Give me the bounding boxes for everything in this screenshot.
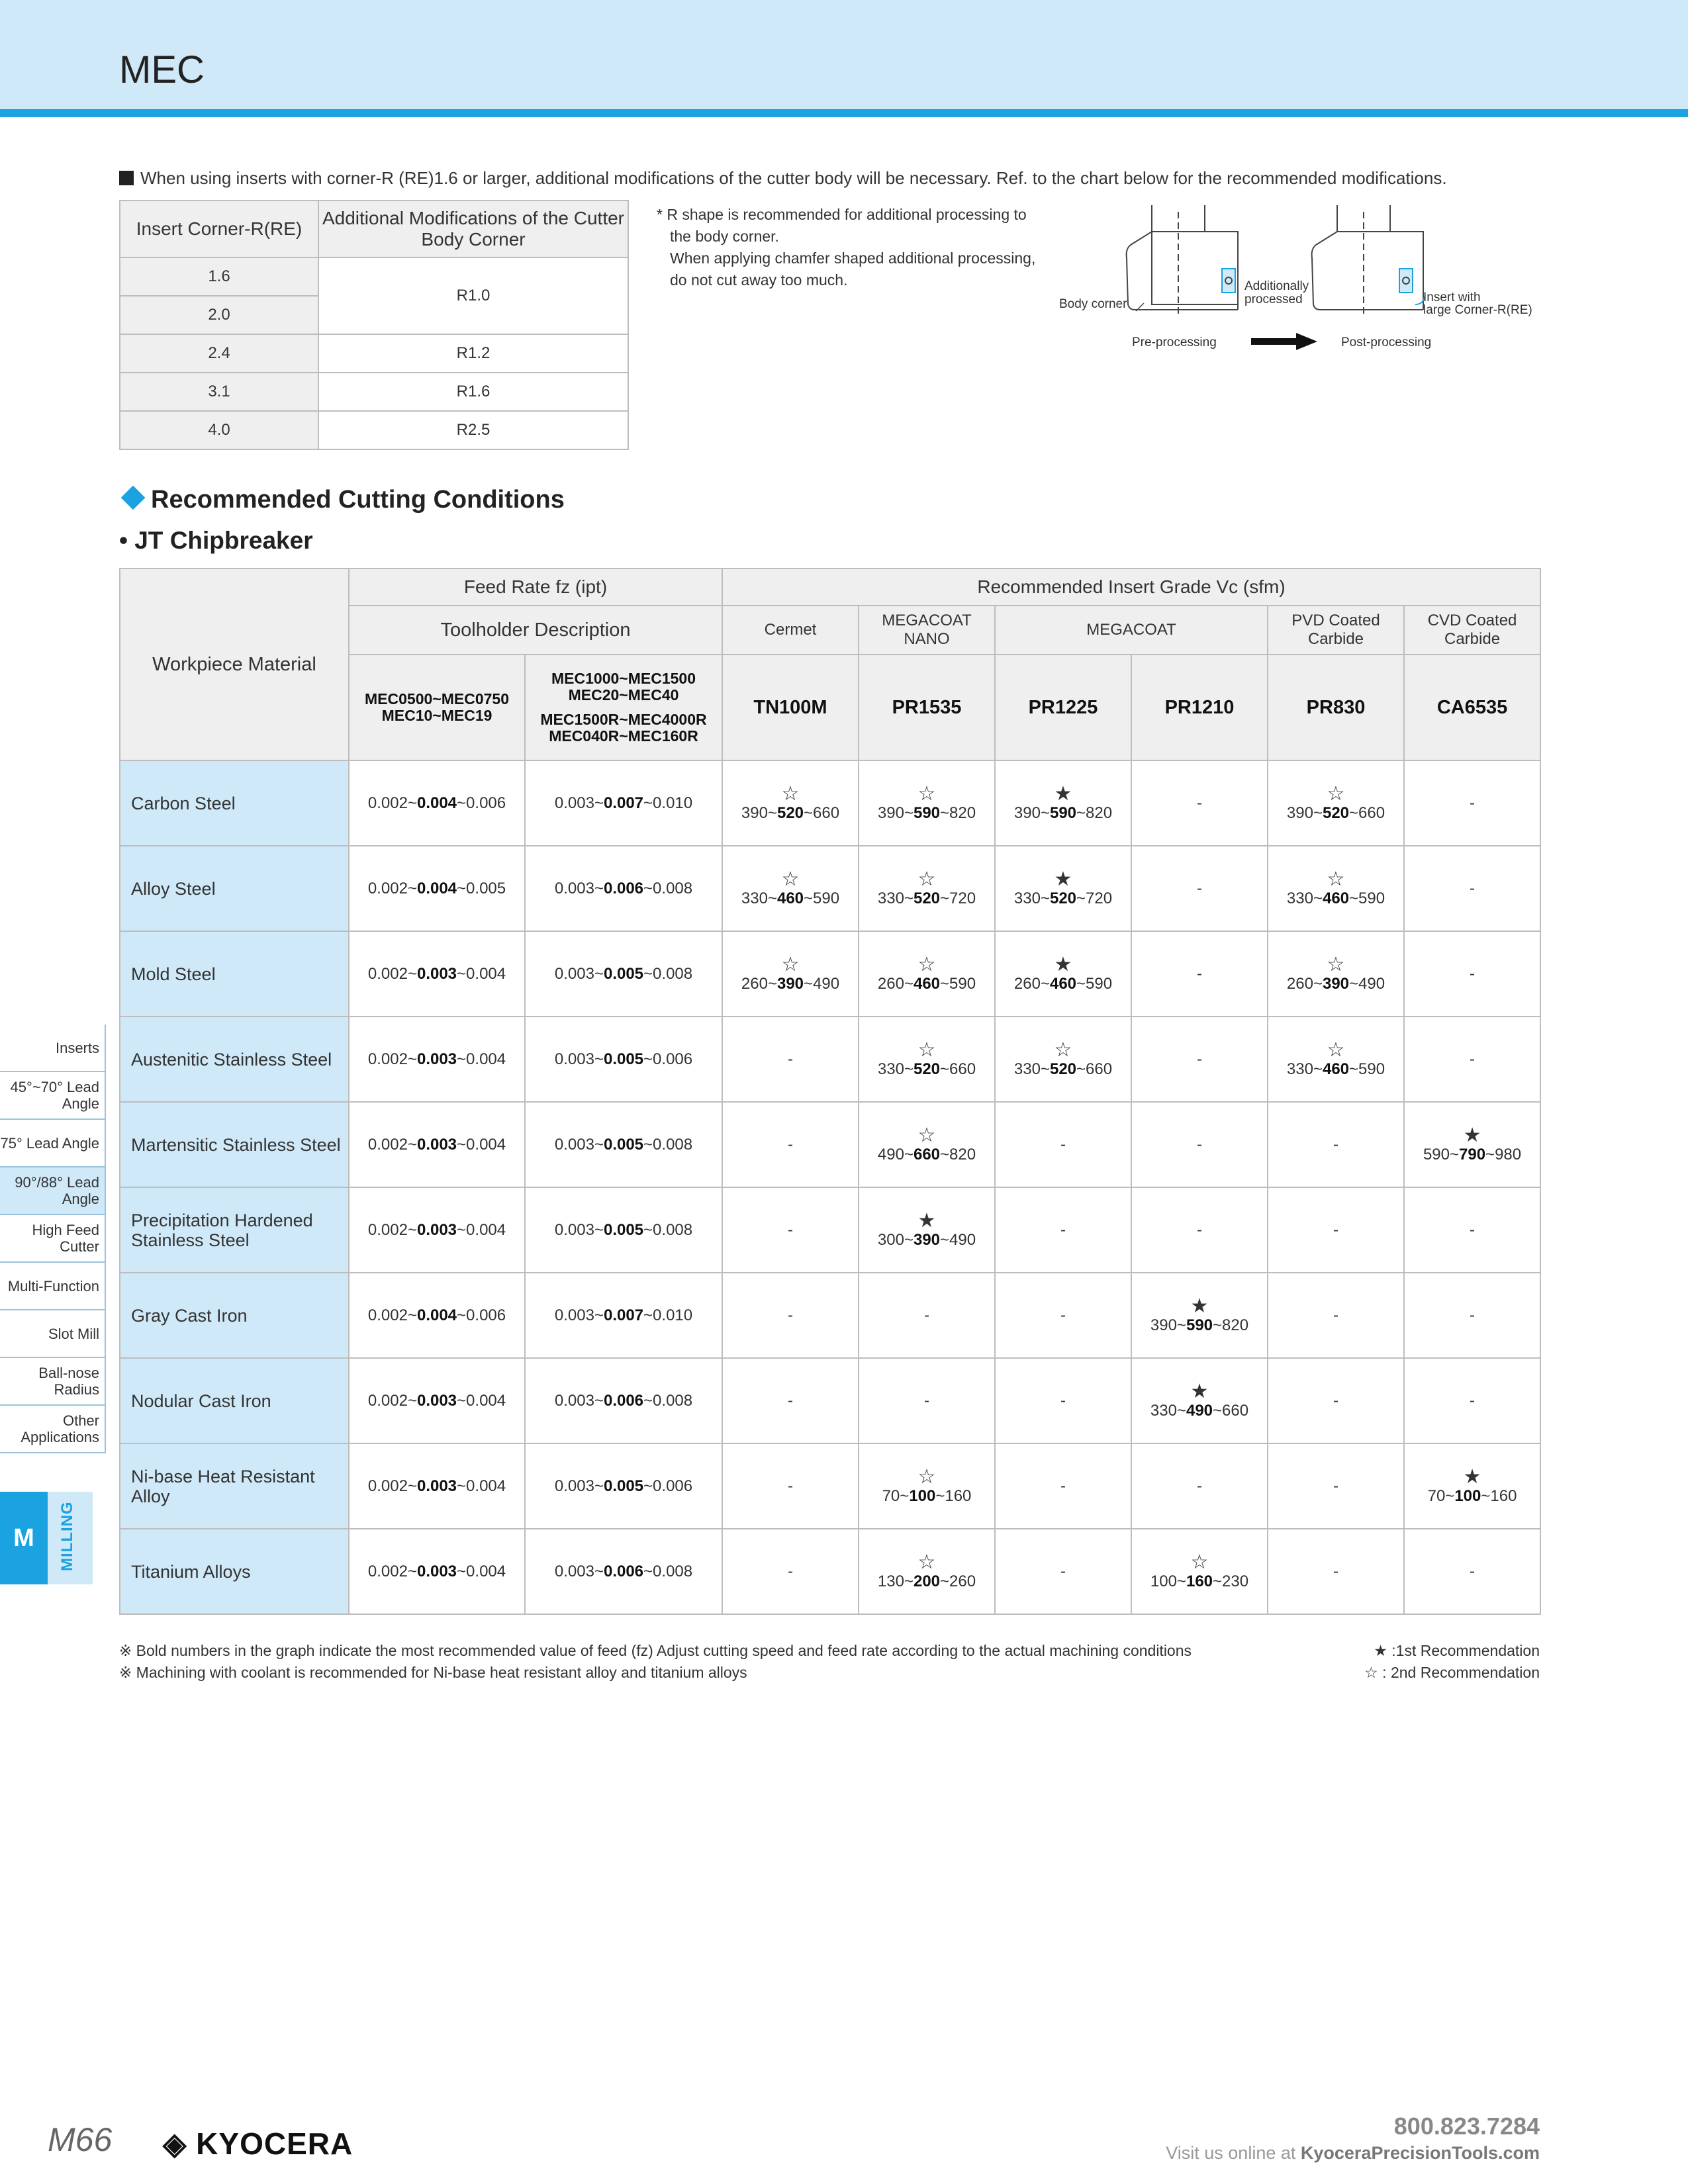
- empty-dash: -: [1060, 1135, 1066, 1154]
- label-large-corner: large Corner-R(RE): [1423, 303, 1532, 317]
- table-row: [120, 1273, 1540, 1358]
- grade-speed-cell: ☆ 330~520~720: [859, 846, 995, 931]
- empty-dash: -: [1060, 1562, 1066, 1580]
- grade-speed-cell: [1404, 1187, 1540, 1273]
- grade-speed-cell: [1131, 1102, 1268, 1187]
- grade-speed-cell: ★ 390~590~820: [1131, 1273, 1268, 1358]
- grade-speed-cell: ★ 300~390~490: [859, 1187, 995, 1273]
- feed-rate-cell: 0.002~0.003~0.004: [349, 1358, 525, 1443]
- empty-dash: -: [788, 1050, 793, 1068]
- grade-speed-cell: ☆ 100~160~230: [1131, 1529, 1268, 1614]
- table-row: [120, 760, 1540, 846]
- empty-dash: -: [1470, 1306, 1476, 1324]
- workpiece-material: Nodular Cast Iron: [120, 1358, 349, 1443]
- header-rule: [0, 109, 1688, 117]
- empty-dash: -: [1470, 1391, 1476, 1410]
- table-row: [120, 1187, 1540, 1273]
- star-outline-icon: ☆: [917, 1038, 936, 1061]
- pre-processing-cutter-icon: [1127, 205, 1238, 318]
- empty-dash: -: [788, 1220, 793, 1239]
- star-outline-icon: ☆: [917, 1551, 936, 1573]
- feed-rate-cell: 0.002~0.003~0.004: [349, 1017, 525, 1102]
- star-outline-icon: ☆: [781, 868, 800, 890]
- empty-dash: -: [1333, 1391, 1338, 1410]
- grade-speed-cell: [1404, 1358, 1540, 1443]
- website-line: Visit us online at KyoceraPrecisionTools.com: [1166, 2143, 1540, 2163]
- empty-dash: -: [788, 1135, 793, 1154]
- star-filled-icon: ★: [1054, 868, 1072, 890]
- empty-dash: -: [1197, 1220, 1202, 1239]
- empty-dash: -: [1333, 1562, 1338, 1580]
- grade-speed-cell: ★ 70~100~160: [1404, 1443, 1540, 1529]
- side-index-item[interactable]: Inserts: [0, 1024, 106, 1072]
- header-band: [0, 0, 1688, 109]
- empty-dash: -: [788, 1562, 793, 1580]
- grade-speed-cell: [1268, 1358, 1404, 1443]
- empty-dash: -: [1197, 1050, 1202, 1068]
- page-number: M66: [48, 2121, 113, 2158]
- grade-speed-cell: [995, 1358, 1131, 1443]
- grade-speed-cell: ☆ 70~100~160: [859, 1443, 995, 1529]
- table-row: [120, 1102, 1540, 1187]
- empty-dash: -: [1060, 1220, 1066, 1239]
- grade-speed-cell: ★ 260~460~590: [995, 931, 1131, 1017]
- star-filled-icon: ★: [1190, 1295, 1209, 1317]
- section-tab-milling[interactable]: MILLING: [48, 1492, 93, 1584]
- grade-speed-cell: [722, 1102, 859, 1187]
- section-heading: Recommended Cutting Conditions: [119, 486, 565, 514]
- grade-speed-cell: [1131, 1017, 1268, 1102]
- feed-rate-cell: 0.003~0.006~0.008: [525, 1529, 722, 1614]
- empty-dash: -: [1470, 879, 1476, 897]
- empty-dash: -: [788, 1391, 793, 1410]
- col-header-megacoat: MEGACOAT: [995, 606, 1268, 655]
- col-header-cvd: CVD Coated Carbide: [1404, 606, 1540, 655]
- star-outline-icon: ☆: [1190, 1551, 1209, 1573]
- feed-rate-cell: 0.002~0.004~0.006: [349, 760, 525, 846]
- workpiece-material: Carbon Steel: [120, 760, 349, 846]
- grade-header: PR1210: [1131, 655, 1268, 760]
- star-outline-icon: ☆: [917, 1124, 936, 1146]
- grade-speed-cell: [995, 1529, 1131, 1614]
- processing-diagram: [1053, 205, 1549, 357]
- grade-speed-cell: [859, 1273, 995, 1358]
- star-outline-icon: ☆: [1327, 1038, 1345, 1061]
- modification-table: [119, 200, 629, 450]
- col-header-grade: Recommended Insert Grade Vc (sfm): [722, 569, 1540, 606]
- grade-speed-cell: ☆ 330~520~660: [859, 1017, 995, 1102]
- grade-speed-cell: [722, 1529, 859, 1614]
- grade-header: PR1225: [995, 655, 1131, 760]
- grade-speed-cell: [1131, 846, 1268, 931]
- grade-speed-cell: [1404, 931, 1540, 1017]
- label-post-processing: Post-processing: [1341, 336, 1432, 349]
- feed-rate-cell: 0.002~0.004~0.005: [349, 846, 525, 931]
- feed-rate-cell: 0.003~0.007~0.010: [525, 760, 722, 846]
- grade-speed-cell: ☆ 260~460~590: [859, 931, 995, 1017]
- feed-rate-cell: 0.003~0.005~0.006: [525, 1443, 722, 1529]
- side-index-item[interactable]: Slot Mill: [0, 1310, 106, 1358]
- empty-dash: -: [1197, 879, 1202, 897]
- empty-dash: -: [1197, 794, 1202, 812]
- modification-value: R1.0: [318, 257, 628, 334]
- workpiece-material: Martensitic Stainless Steel: [120, 1102, 349, 1187]
- grade-speed-cell: ★ 330~490~660: [1131, 1358, 1268, 1443]
- grade-speed-cell: ☆ 330~460~590: [1268, 1017, 1404, 1102]
- empty-dash: -: [1197, 1135, 1202, 1154]
- star-filled-icon: ★: [1054, 953, 1072, 976]
- toolholder-large: MEC1000~MEC1500 MEC20~MEC40 MEC1500R~MEC4000R MEC040R~MEC160R: [525, 655, 722, 760]
- star-filled-icon: ★: [1463, 1465, 1481, 1488]
- grade-speed-cell: [995, 1102, 1131, 1187]
- empty-dash: -: [1060, 1306, 1066, 1324]
- grade-speed-cell: [1268, 1102, 1404, 1187]
- grade-speed-cell: ★ 330~520~720: [995, 846, 1131, 931]
- arrow-right-icon: [1251, 333, 1317, 350]
- grade-speed-cell: ☆ 330~460~590: [722, 846, 859, 931]
- grade-speed-cell: ☆ 390~590~820: [859, 760, 995, 846]
- section-tab-letter[interactable]: M: [0, 1492, 48, 1584]
- grade-header: CA6535: [1404, 655, 1540, 760]
- logo-mark-icon: ◈: [163, 2126, 187, 2161]
- feed-rate-cell: 0.002~0.003~0.004: [349, 1187, 525, 1273]
- feed-rate-cell: 0.003~0.005~0.008: [525, 1187, 722, 1273]
- grade-speed-cell: [1404, 1529, 1540, 1614]
- empty-dash: -: [1470, 964, 1476, 983]
- star-outline-icon: ☆: [781, 782, 800, 805]
- star-filled-icon: ★: [1054, 782, 1072, 805]
- grade-speed-cell: [1268, 1187, 1404, 1273]
- legend: ★ :1st Recommendation ☆ : 2nd Recommendation: [1364, 1642, 1540, 1681]
- col-header-toolholder: Toolholder Description: [349, 606, 722, 655]
- star-outline-icon: ☆: [1327, 868, 1345, 890]
- feed-rate-cell: 0.003~0.005~0.008: [525, 1102, 722, 1187]
- grade-speed-cell: [1268, 1273, 1404, 1358]
- empty-dash: -: [1060, 1477, 1066, 1495]
- grade-speed-cell: [1404, 846, 1540, 931]
- label-processed: processed: [1244, 293, 1303, 306]
- grade-speed-cell: [722, 1443, 859, 1529]
- feed-rate-cell: 0.002~0.003~0.004: [349, 1443, 525, 1529]
- label-body-corner: Body corner: [1059, 297, 1127, 311]
- side-index-item[interactable]: Ball-nose Radius: [0, 1358, 106, 1406]
- star-outline-icon: ☆: [917, 782, 936, 805]
- star-filled-icon: ★: [1190, 1380, 1209, 1402]
- star-outline-icon: ☆: [781, 953, 800, 976]
- footnotes: ※ Bold numbers in the graph indicate the most recommended value of feed (fz) Adjust cutting speed and feed rate according to the actual machining conditions ※ Machining with coolant is recommended for Ni-base heat resistant alloy and titanium alloys: [119, 1642, 1192, 1681]
- grade-speed-cell: [722, 1273, 859, 1358]
- table-row: [120, 1443, 1540, 1529]
- feed-rate-cell: 0.003~0.007~0.010: [525, 1273, 722, 1358]
- workpiece-material: Alloy Steel: [120, 846, 349, 931]
- empty-dash: -: [1333, 1477, 1338, 1495]
- feed-rate-cell: 0.002~0.004~0.006: [349, 1273, 525, 1358]
- empty-dash: -: [1333, 1306, 1338, 1324]
- col-header-cermet: Cermet: [722, 606, 859, 655]
- shape-note: * R shape is recommended for additional processing to the body corner. When applying chamfer shaped additional processing, do not cut away too much.: [657, 206, 1036, 289]
- cutting-conditions-table: [119, 568, 1541, 1615]
- kyocera-logo: ◈ KYOCERA: [163, 2126, 353, 2161]
- table-row: [120, 846, 1540, 931]
- post-processing-cutter-icon: [1312, 205, 1425, 318]
- grade-header: PR1535: [859, 655, 995, 760]
- empty-dash: -: [1197, 964, 1202, 983]
- col-header-modification: Additional Modifications of the Cutter Body Corner: [318, 201, 628, 257]
- grade-speed-cell: ☆ 390~520~660: [722, 760, 859, 846]
- grade-speed-cell: [722, 1358, 859, 1443]
- grade-speed-cell: [995, 1187, 1131, 1273]
- side-index-item[interactable]: 45°~70° Lead Angle: [0, 1072, 106, 1120]
- star-outline-icon: ☆: [1054, 1038, 1072, 1061]
- side-index-item[interactable]: 75° Lead Angle: [0, 1120, 106, 1167]
- grade-speed-cell: ★ 390~590~820: [995, 760, 1131, 846]
- star-outline-icon: ☆: [1327, 953, 1345, 976]
- col-header-pvd: PVD Coated Carbide: [1268, 606, 1404, 655]
- label-insert-with: Insert with: [1423, 291, 1481, 304]
- square-bullet-icon: [119, 171, 134, 185]
- feed-rate-cell: 0.003~0.005~0.008: [525, 931, 722, 1017]
- corner-value: 4.0: [120, 411, 318, 449]
- feed-rate-cell: 0.002~0.003~0.004: [349, 1529, 525, 1614]
- col-header-megacoat-nano: MEGACOAT NANO: [859, 606, 995, 655]
- corner-value: 2.0: [120, 296, 318, 334]
- grade-speed-cell: ☆ 130~200~260: [859, 1529, 995, 1614]
- page-title: MEC: [119, 48, 205, 91]
- star-outline-icon: ☆: [1327, 782, 1345, 805]
- col-header-corner: Insert Corner-R(RE): [120, 201, 318, 257]
- empty-dash: -: [1333, 1135, 1338, 1154]
- side-index: [0, 1024, 107, 1453]
- grade-speed-cell: [1131, 1187, 1268, 1273]
- empty-dash: -: [924, 1391, 929, 1410]
- empty-dash: -: [1470, 1220, 1476, 1239]
- empty-dash: -: [1470, 794, 1476, 812]
- empty-dash: -: [1470, 1562, 1476, 1580]
- workpiece-material: Precipitation Hardened Stainless Steel: [120, 1187, 349, 1273]
- table-row: [120, 1529, 1540, 1614]
- star-outline-icon: ☆: [917, 953, 936, 976]
- table-row: [120, 931, 1540, 1017]
- workpiece-material: Titanium Alloys: [120, 1529, 349, 1614]
- diamond-bullet-icon: [121, 486, 146, 510]
- grade-speed-cell: [995, 1443, 1131, 1529]
- phone-number: 800.823.7284: [1393, 2113, 1540, 2140]
- feed-rate-cell: 0.003~0.006~0.008: [525, 1358, 722, 1443]
- corner-value: 3.1: [120, 373, 318, 411]
- star-outline-icon: ☆: [917, 1465, 936, 1488]
- side-index-item[interactable]: Multi-Function: [0, 1263, 106, 1310]
- grade-speed-cell: [859, 1358, 995, 1443]
- grade-header: PR830: [1268, 655, 1404, 760]
- star-outline-icon: ☆: [917, 868, 936, 890]
- grade-speed-cell: ☆ 330~520~660: [995, 1017, 1131, 1102]
- feed-rate-cell: 0.003~0.005~0.006: [525, 1017, 722, 1102]
- modification-value: R1.6: [318, 373, 628, 411]
- grade-speed-cell: [1131, 760, 1268, 846]
- star-filled-icon: ★: [917, 1209, 936, 1232]
- corner-value: 1.6: [120, 257, 318, 296]
- grade-speed-cell: [1131, 931, 1268, 1017]
- grade-speed-cell: [722, 1017, 859, 1102]
- grade-speed-cell: [1404, 1017, 1540, 1102]
- label-additionally: Additionally: [1244, 279, 1309, 293]
- workpiece-material: Gray Cast Iron: [120, 1273, 349, 1358]
- empty-dash: -: [924, 1306, 929, 1324]
- side-index-item[interactable]: High Feed Cutter: [0, 1215, 106, 1263]
- grade-speed-cell: [1131, 1443, 1268, 1529]
- workpiece-material: Ni-base Heat Resistant Alloy: [120, 1443, 349, 1529]
- modification-value: R1.2: [318, 334, 628, 373]
- workpiece-material: Mold Steel: [120, 931, 349, 1017]
- grade-speed-cell: [1404, 760, 1540, 846]
- grade-speed-cell: ☆ 260~390~490: [1268, 931, 1404, 1017]
- table-row: [120, 1358, 1540, 1443]
- empty-dash: -: [788, 1306, 793, 1324]
- cutting-conditions-body: [120, 760, 1540, 1614]
- grade-header: TN100M: [722, 655, 859, 760]
- empty-dash: -: [1470, 1050, 1476, 1068]
- grade-speed-cell: [1268, 1529, 1404, 1614]
- grade-speed-cell: [995, 1273, 1131, 1358]
- toolholder-small: MEC0500~MEC0750 MEC10~MEC19: [349, 655, 525, 760]
- feed-rate-cell: 0.003~0.006~0.008: [525, 846, 722, 931]
- subsection-heading: • JT Chipbreaker: [119, 527, 313, 554]
- empty-dash: -: [1060, 1391, 1066, 1410]
- empty-dash: -: [1197, 1477, 1202, 1495]
- grade-speed-cell: [1404, 1273, 1540, 1358]
- workpiece-material: Austenitic Stainless Steel: [120, 1017, 349, 1102]
- modification-note: When using inserts with corner-R (RE)1.6 or larger, additional modifications of the cutter body will be necessary. Ref. to the chart below for the recommended modifications.: [119, 168, 1447, 189]
- corner-value: 2.4: [120, 334, 318, 373]
- grade-speed-cell: [722, 1187, 859, 1273]
- table-row: [120, 1017, 1540, 1102]
- side-index-item[interactable]: 90°/88° Lead Angle: [0, 1167, 106, 1215]
- grade-speed-cell: ☆ 490~660~820: [859, 1102, 995, 1187]
- grade-speed-cell: ☆ 390~520~660: [1268, 760, 1404, 846]
- feed-rate-cell: 0.002~0.003~0.004: [349, 931, 525, 1017]
- col-header-feed: Feed Rate fz (ipt): [349, 569, 722, 606]
- label-pre-processing: Pre-processing: [1132, 336, 1217, 349]
- side-index-item[interactable]: Other Applications: [0, 1406, 106, 1453]
- modification-value: R2.5: [318, 411, 628, 449]
- empty-dash: -: [788, 1477, 793, 1495]
- empty-dash: -: [1333, 1220, 1338, 1239]
- star-filled-icon: ★: [1463, 1124, 1481, 1146]
- col-header-workpiece: Workpiece Material: [120, 569, 349, 760]
- grade-speed-cell: ★ 590~790~980: [1404, 1102, 1540, 1187]
- feed-rate-cell: 0.002~0.003~0.004: [349, 1102, 525, 1187]
- grade-speed-cell: ☆ 330~460~590: [1268, 846, 1404, 931]
- grade-speed-cell: [1268, 1443, 1404, 1529]
- grade-speed-cell: ☆ 260~390~490: [722, 931, 859, 1017]
